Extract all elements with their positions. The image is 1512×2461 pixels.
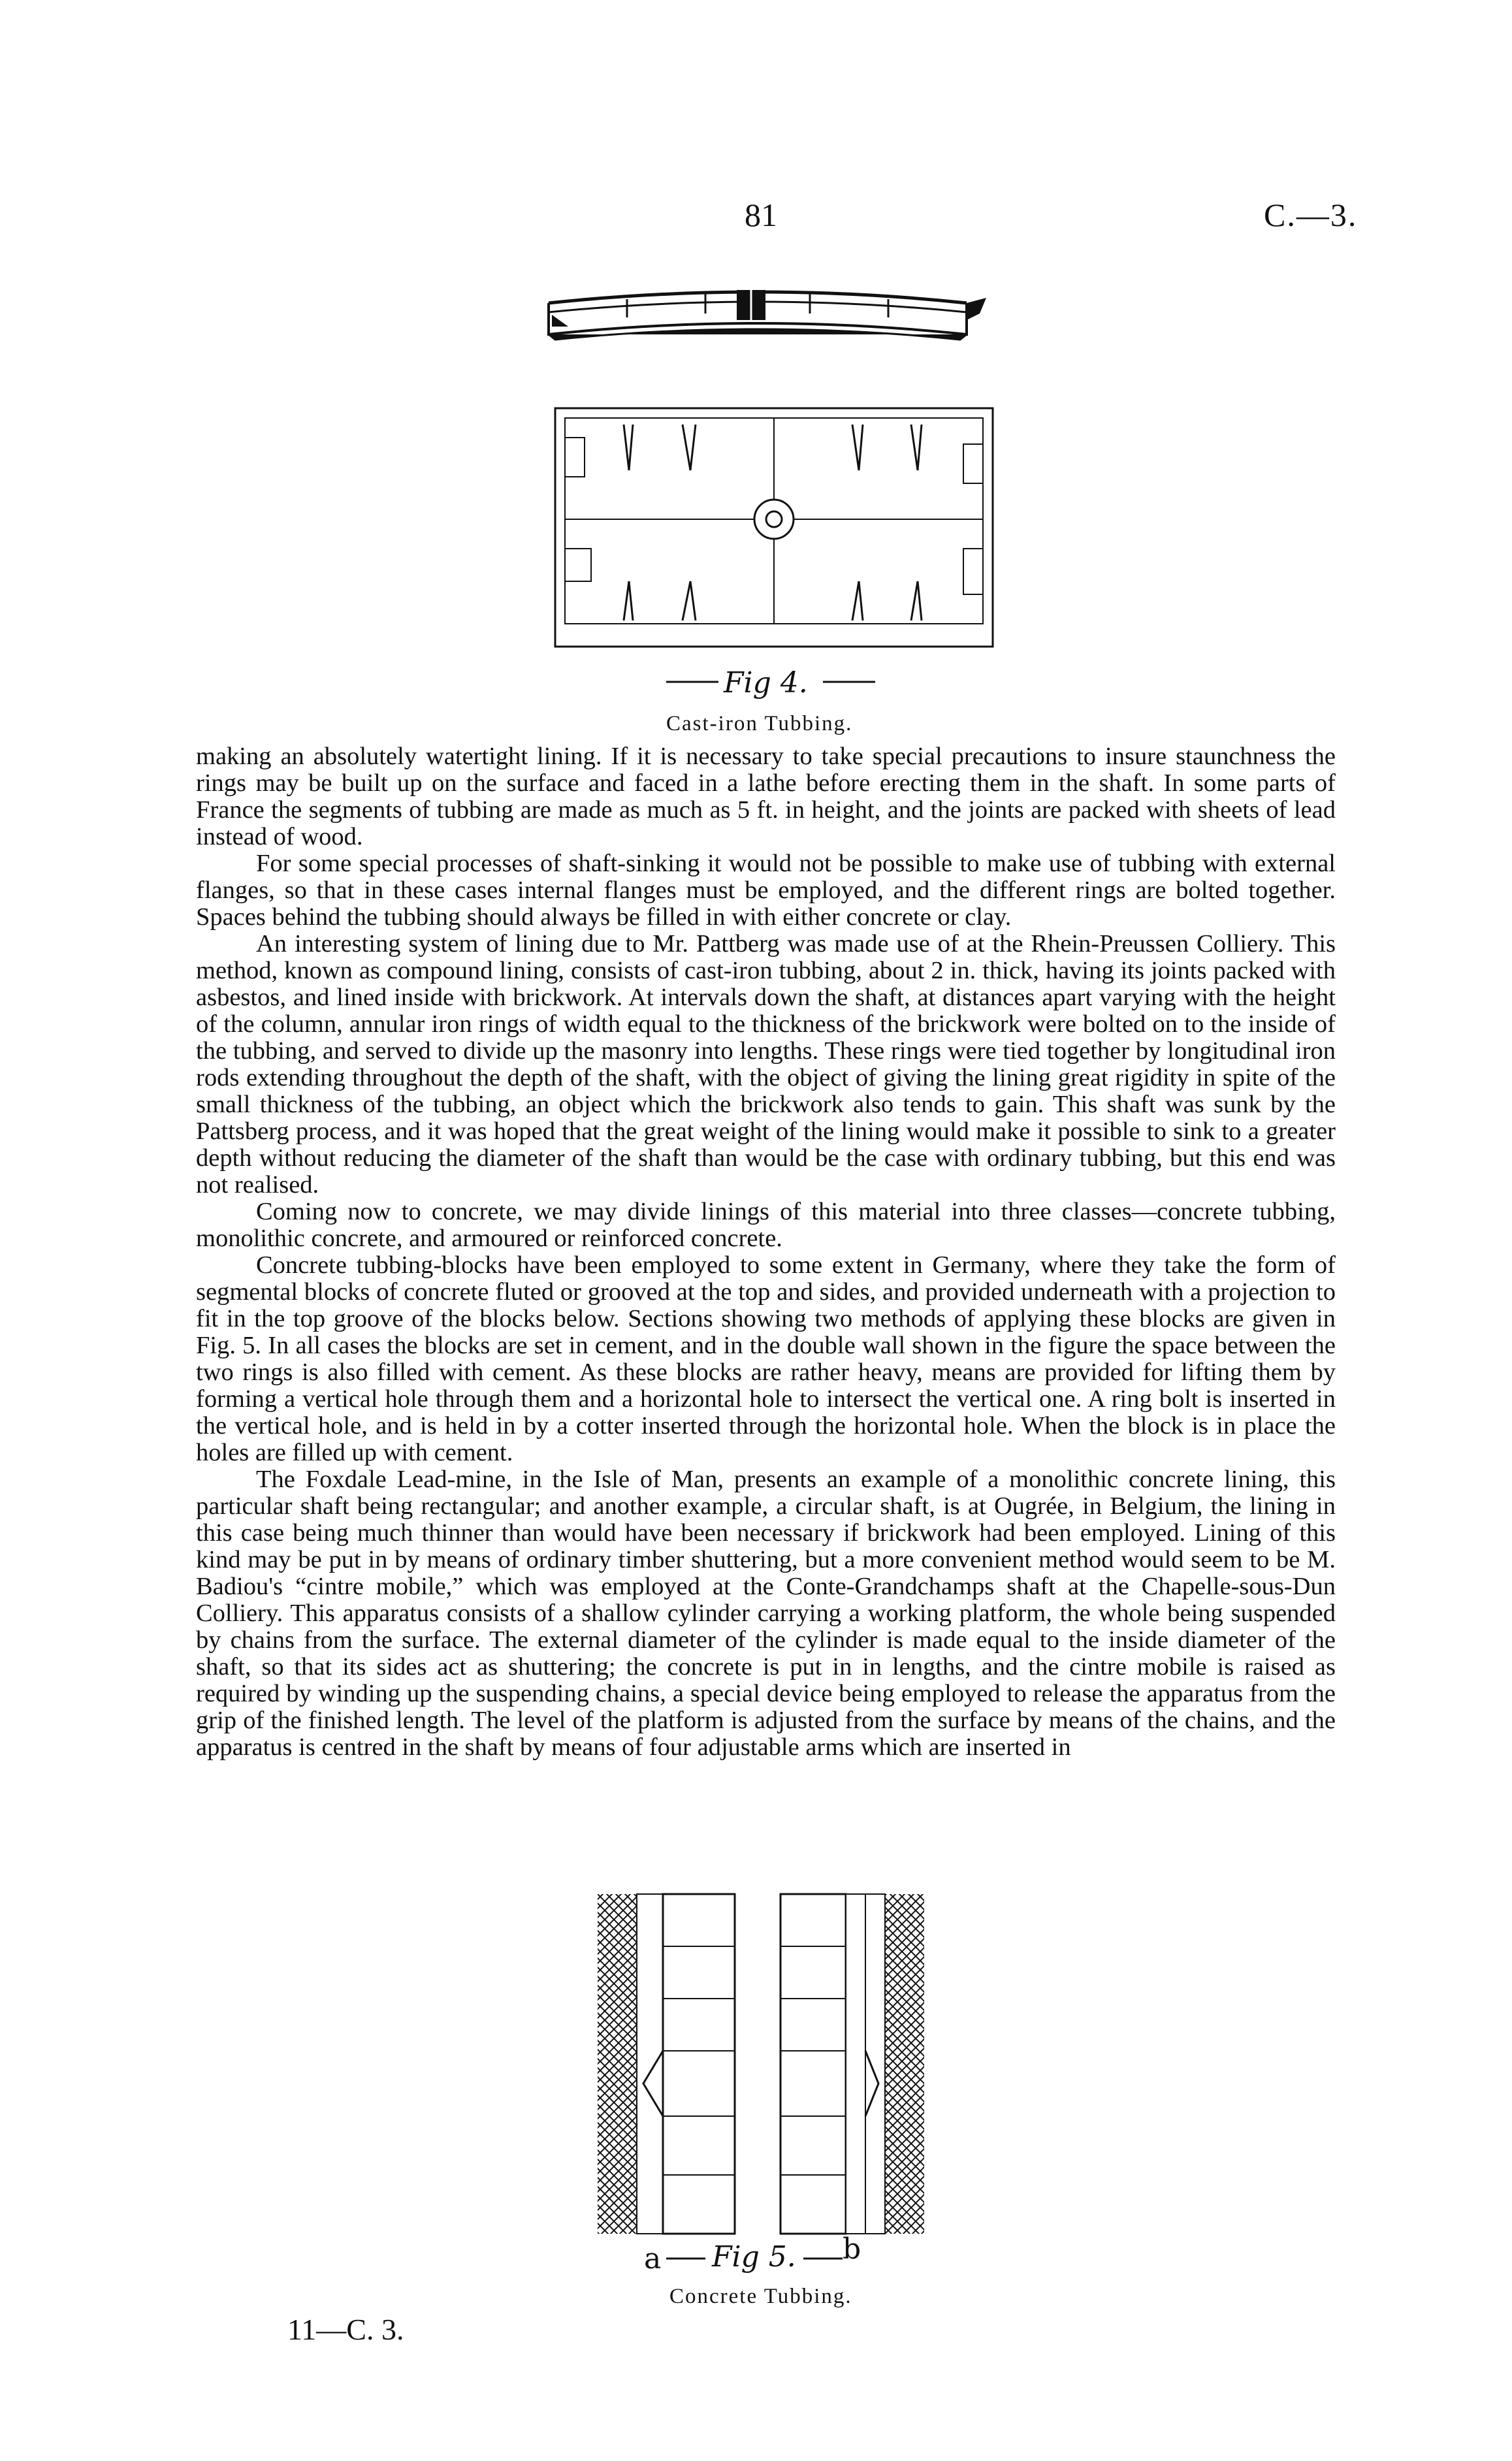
fig5-label-a: a (644, 2242, 662, 2276)
page-number: 81 (745, 197, 777, 233)
paragraph-2: For some special processes of shaft-sinking it would not be possible to make use of tubbing with external flanges, so that in these cases internal flanges must be employed, and the different rings are bolted together. Spaces behind the tubbing should always be filled in with either concrete or clay. (196, 850, 1336, 931)
fig5-wall-a-drawing (591, 1888, 748, 2240)
body-text (196, 743, 1336, 1761)
paragraph-4: Coming now to concrete, we may divide linings of this material into three classes—concrete tubbing, monolithic concrete, and armoured or reinforced concrete. (196, 1198, 1336, 1252)
fig4-caption: Cast-iron Tubbing. (666, 712, 853, 735)
document-reference: C.—3. (1264, 197, 1358, 233)
footer-signature: 11—C. 3. (287, 2313, 404, 2346)
paragraph-3: An interesting system of lining due to Mr. Pattberg was made use of at the Rhein-Preussen Colliery. This method, known as compound lining, consists of cast-iron tubbing, about 2 in. thick, having its joints packed with asbestos, and lined inside with brickwork. At intervals down the shaft, at distances apart varying with the height of the column, annular iron rings of width equal to the thickness of the brickwork were bolted on to the inside of the tubbing, and served to divide up the masonry into lengths. These rings were tied together by longitudinal iron rods extending throughout the depth of the shaft, with the object of giving the lining great rigidity in spite of the small thickness of the tubbing, an object which the brickwork also tends to gain. This shaft was sunk by the Pattsberg process, and it was hoped that the great weight of the lining would make it possible to sink to a greater depth without reducing the diameter of the shaft than would be the case with ordinary tubbing, but this end was not realised. (196, 930, 1336, 1198)
fig5-wall-b-drawing (774, 1888, 931, 2240)
paragraph-5: Concrete tubbing-blocks have been employed to some extent in Germany, where they take the form of segmental blocks of concrete fluted or grooved at the top and sides, and provided underneath with a projection to fit in the top groove of the blocks below. Sections showing two methods of applying these blocks are given in Fig. 5. In all cases the blocks are set in cement, and in the double wall shown in the figure the space between the two rings is also filled with cement. As these blocks are rather heavy, means are provided for lifting them by forming a vertical hole through them and a horizontal hole to intersect the vertical one. A ring bolt is inserted in the vertical hole, and is held in by a cotter inserted through the horizontal hole. When the block is in place the holes are filled up with cement. (196, 1251, 1336, 1466)
paragraph-1: making an absolutely watertight lining. If it is necessary to take special precautions to insure staunchness the rings may be built up on the surface and faced in a lathe before erecting them in the shaft. In some parts of France the segments of tubbing are made as much as 5 ft. in height, and the joints are packed with sheets of lead instead of wood. (196, 743, 1336, 850)
paragraph-6: The Foxdale Lead-mine, in the Isle of Man, presents an example of a monolithic concrete lining, this particular shaft being rectangular; and another example, a circular shaft, is at Ougrée, in Belgium, the lining in this case being much thinner than would have been necessary if brickwork had been employed. Lining of this kind may be put in by means of ordinary timber shuttering, but a more convenient method would seem to be M. Badiou's “cintre mobile,” which was employed at the Conte-Grandchamps shaft at the Chapelle-sous-Dun Colliery. This apparatus consists of a shallow cylinder carrying a working platform, the whole being suspended by chains from the surface. The external diameter of the cylinder is made equal to the inside diameter of the shaft, so that its sides act as shuttering; the concrete is put in in lengths, and the cintre mobile is raised as required by winding up the suspending chains, a special device being employed to release the apparatus from the grip of the finished length. The level of the platform is adjusted from the surface by means of the chains, and the apparatus is centred in the shaft by means of four adjustable arms which are inserted in (196, 1466, 1336, 1761)
fig5-label-b: b (843, 2232, 861, 2266)
fig4-elevation-drawing (552, 405, 996, 653)
fig5-caption: Concrete Tubbing. (669, 2285, 852, 2308)
fig5-label: Fig 5. (712, 2240, 796, 2274)
fig4-label: Fig 4. (724, 666, 808, 700)
fig4-section-drawing (536, 274, 993, 353)
